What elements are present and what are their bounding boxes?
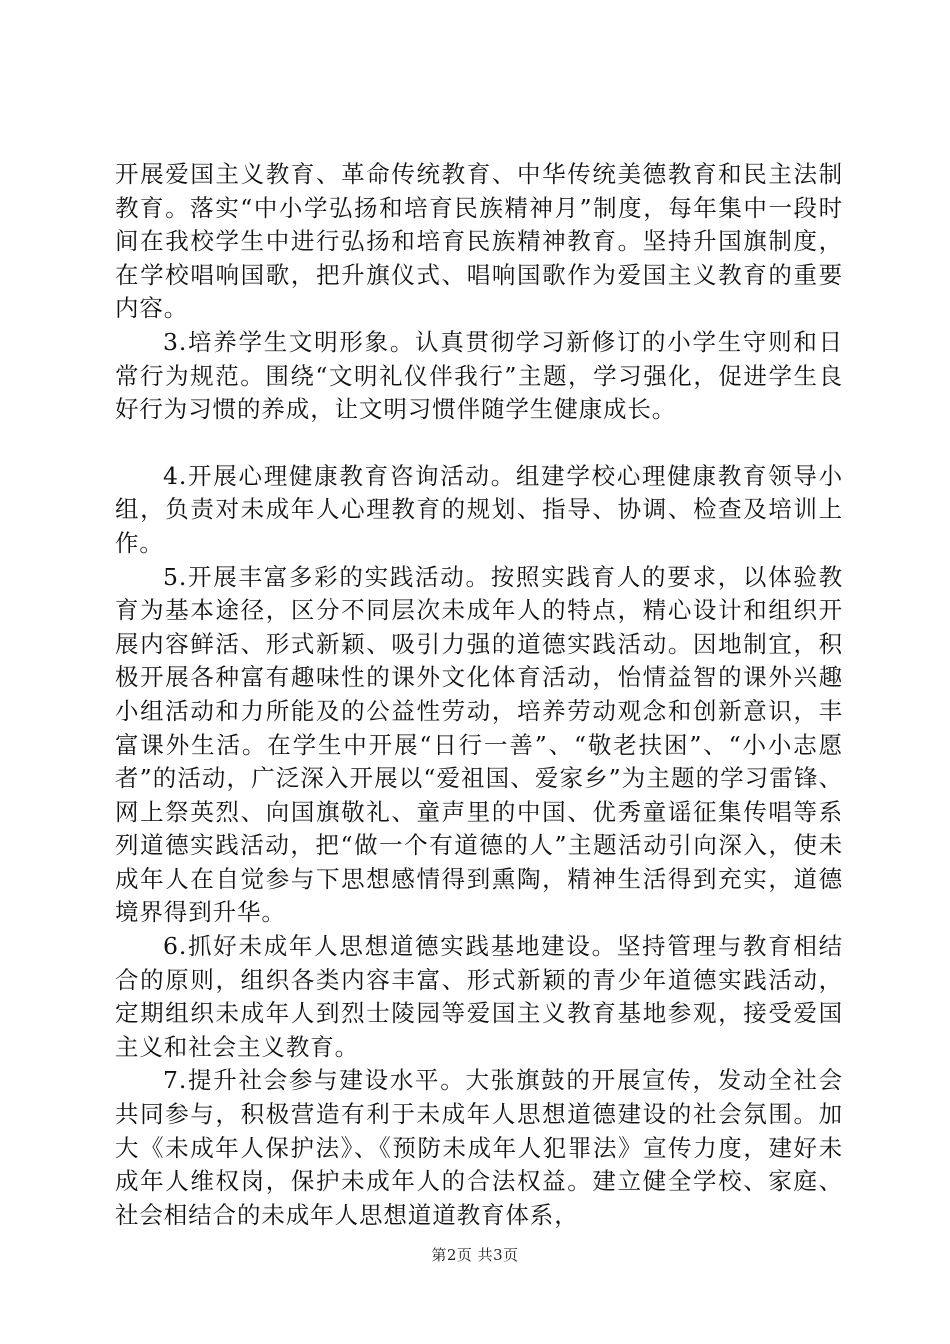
paragraph-item-6: 6.抓好未成年人思想道德实践基地建设。坚持管理与教育相结合的原则，组织各类内容丰富、形式新颖的青少年道德实践活动，定期组织未成年人到烈士陵园等爱国主义教育基地参观，接受爱国主义和社会主义教育。 <box>115 932 843 1061</box>
page-footer <box>0 1245 950 1265</box>
paragraph-item-4: 4.开展心理健康教育咨询活动。组建学校心理健康教育领导小组，负责对未成年人心理教育的规划、指导、协调、检查及培训上作。 <box>115 461 843 557</box>
paragraph-item-7: 7.提升社会参与建设水平。大张旗鼓的开展宣传，发动全社会共同参与，积极营造有利于未成年人思想道德建设的社会氛围。加大《未成年人保护法》、《预防未成年人犯罪法》宣传力度，建好未成年人维权岗，保护未成年人的合法权益。建立健全学校、家庭、社会相结合的未成年人思想道道教育体系， <box>115 1066 843 1229</box>
paragraph-item-3: 3.培养学生文明形象。认真贯彻学习新修订的小学生守则和日常行为规范。围绕“文明礼仪伴我行”主题，学习强化，促进学生良好行为习惯的养成，让文明习惯伴随学生健康成长。 <box>115 327 843 424</box>
paragraph-patriotic-education: 开展爱国主义教育、革命传统教育、中华传统美德教育和民主法制教育。落实“中小学弘扬和培育民族精神月”制度，每年集中一段时间在我校学生中进行弘扬和培育民族精神教育。坚持升国旗制度，在学校唱响国歌，把升旗仪式、唱响国歌作为爱国主义教育的重要内容。 <box>115 160 843 323</box>
document-body <box>115 158 843 1232</box>
page-number-label: 第2页 共3页 <box>431 1246 519 1264</box>
paragraph-item-5: 5.开展丰富多彩的实践活动。按照实践育人的要求，以体验教育为基本途径，区分不同层次未成年人的特点，精心设计和组织开展内容鲜活、形式新颖、吸引力强的道德实践活动。因地制宜，积极开展各种富有趣味性的课外文化体育活动，怡情益智的课外兴趣小组活动和力所能及的公益性劳动，培养劳动观念和创新意识，丰富课外生活。在学生中开展“日行一善”、“敬老扶困”、“小小志愿者”的活动，广泛深入开展以“爱祖国、爱家乡”为主题的学习雷锋、网上祭英烈、向国旗敬礼、童声里的中国、优秀童谣征集传唱等系列道德实践活动，把“做一个有道德的人”主题活动引向深入，使未成年人在自觉参与下思想感情得到熏陶，精神生活得到充实，道德境界得到升华。 <box>115 562 843 927</box>
